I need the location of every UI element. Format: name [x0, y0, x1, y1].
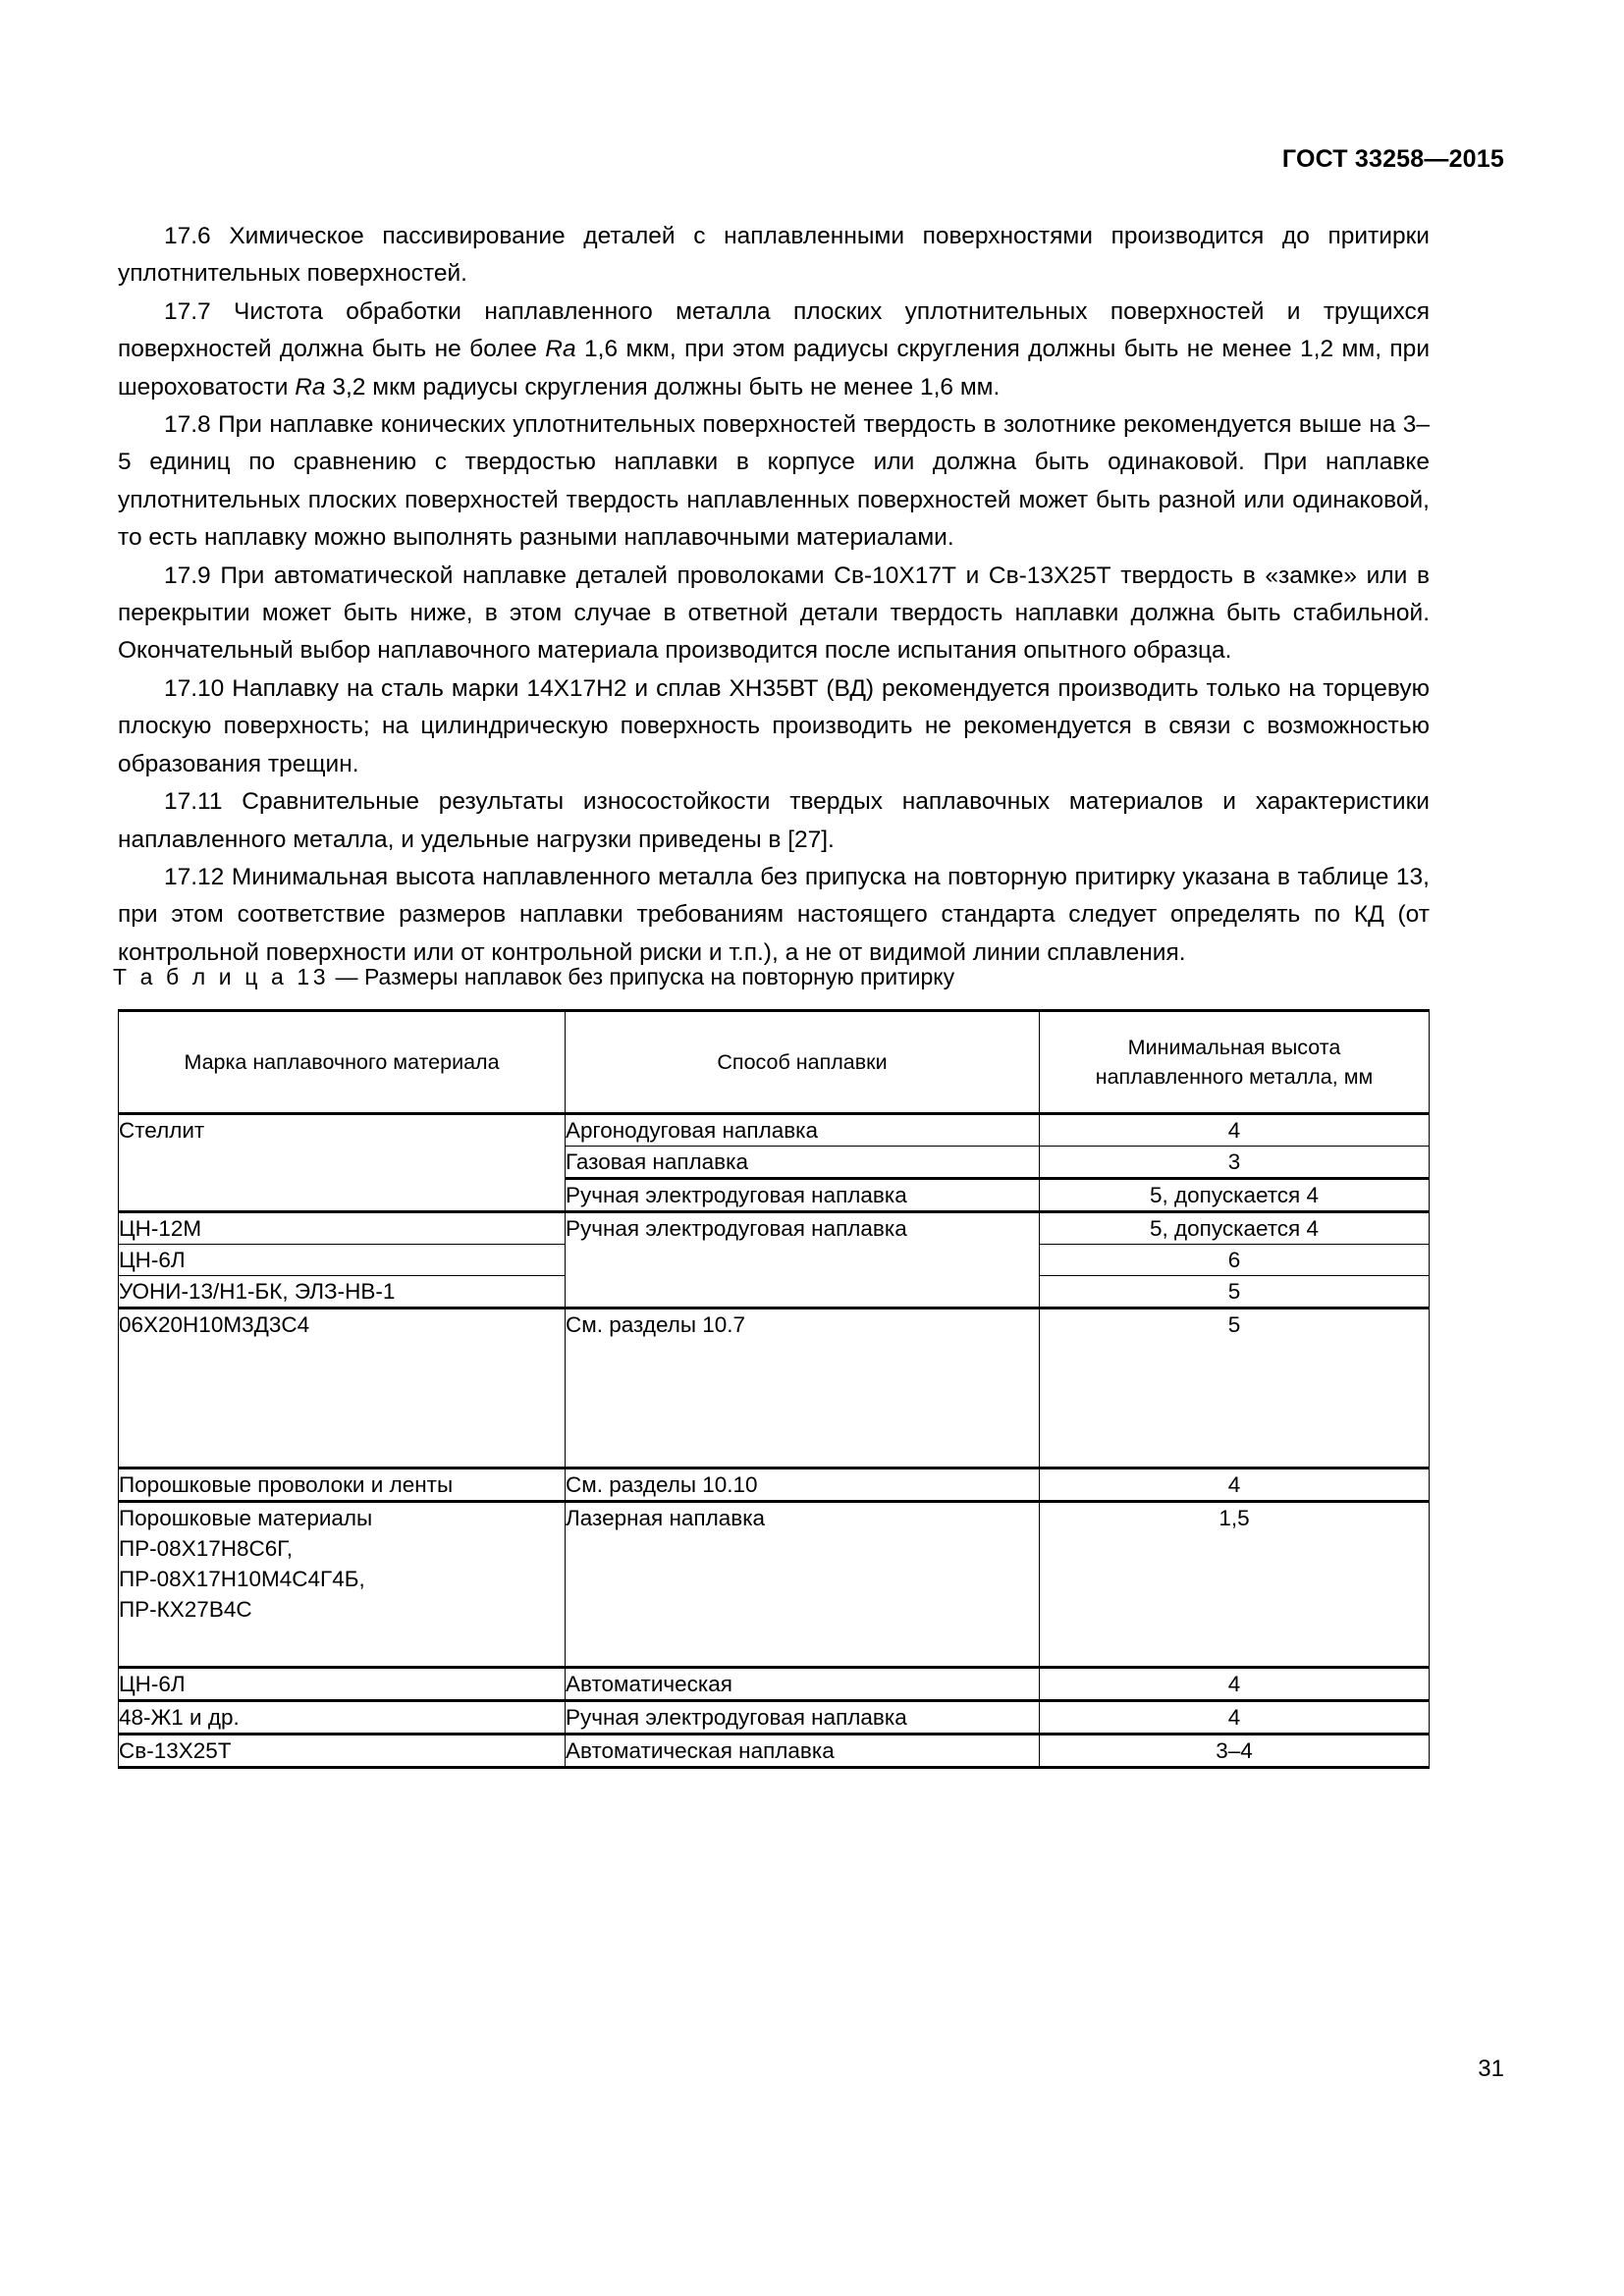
material-line-4: ПР-КХ27В4С	[119, 1597, 252, 1622]
cell-material: 06Х20Н10М3Д3С4	[119, 1308, 566, 1468]
body-text-block	[118, 218, 1430, 972]
paragraph-17-7-part2: 1,6 мкм, при этом радиусы скругления должны быть не менее 1,2 мм, при шероховатости	[118, 336, 1430, 400]
cell-method: Автоматическая	[566, 1668, 1040, 1701]
paragraph-17-7	[118, 294, 1430, 406]
cell-method: Автоматическая наплавка	[566, 1735, 1040, 1768]
table-row	[119, 1668, 1430, 1701]
cell-material: ЦН-12М	[119, 1212, 566, 1245]
cell-material: 48-Ж1 и др.	[119, 1701, 566, 1735]
cell-method: См. разделы 10.7	[566, 1308, 1040, 1468]
paragraph-17-10: 17.10 Наплавку на сталь марки 14Х17Н2 и сплав ХН35ВТ (ВД) рекомендуется производить только на торцевую плоскую поверхность; на цилиндрическую поверхность производить не рекомендуется в связи с возможностью образования трещин.	[118, 674, 1430, 777]
cell-method: Ручная электродуговая наплавка	[566, 1212, 1040, 1308]
running-header-standard-number: ГОСТ 33258—2015	[1281, 145, 1504, 173]
table-row	[119, 1735, 1430, 1768]
roughness-symbol-ra-1: Ra	[545, 336, 576, 363]
paragraph-17-12: 17.12 Минимальная высота наплавленного металла без припуска на повторную притирку указана в таблице 13, при этом соответствие размеров наплавки требованиям настоящего стандарта следует определять по КД (от контрольной поверхности или от контрольной риски и т.п.), а не от видимой линии сплавления.	[118, 863, 1430, 966]
paragraph-17-7-part3: 3,2 мкм радиусы скругления должны быть не менее 1,6 мм.	[325, 373, 1001, 400]
table-row	[119, 1502, 1430, 1668]
table-13	[118, 1009, 1430, 1769]
page-number: 31	[1478, 2056, 1504, 2082]
paragraph-17-9: 17.9 При автоматической наплавке деталей проволоками Св-10Х17Т и Св-13Х25Т твердость в «замке» или в перекрытии может быть ниже, в этом случае в ответной детали твердость наплавки должна быть стабильной. Окончательный выбор наплавочного материала производится после испытания опытного образца.	[118, 561, 1430, 665]
table-header-row	[119, 1011, 1430, 1114]
column-header-min-height	[1040, 1011, 1430, 1114]
table-row	[119, 1468, 1430, 1502]
table-row	[119, 1212, 1430, 1245]
cell-value: 6	[1040, 1245, 1430, 1276]
roughness-symbol-ra-2: Ra	[295, 373, 326, 400]
cell-value: 5, допускается 4	[1040, 1212, 1430, 1245]
paragraph-17-8: 17.8 При наплавке конических уплотнительных поверхностей твердость в золотнике рекомендуется выше на 3–5 единиц по сравнению с твердостью наплавки в корпусе или должна быть одинаковой. При наплавке уплотнительных плоских поверхностей твердость наплавленных поверхностей может быть разной или одинаковой, то есть наплавку можно выполнять разными наплавочными материалами.	[118, 411, 1430, 552]
column-header-material: Марка наплавочного материала	[119, 1011, 566, 1114]
table-caption-label: Т а б л и ц а 13	[113, 964, 330, 989]
cell-value: 4	[1040, 1114, 1430, 1147]
table-row	[119, 1308, 1430, 1468]
column-header-min-height-line2: наплавленного металла, мм	[1095, 1065, 1374, 1089]
cell-value: 5	[1040, 1308, 1430, 1468]
table-body	[119, 1114, 1430, 1768]
cell-value: 4	[1040, 1668, 1430, 1701]
cell-method: Ручная электродуговая наплавка	[566, 1179, 1040, 1212]
paragraph-17-11: 17.11 Сравнительные результаты износостойкости твердых наплавочных материалов и характеристики наплавленного металла, и удельные нагрузки приведены в [27].	[118, 788, 1430, 853]
material-line-2: ПР-08Х17Н8С6Г,	[119, 1536, 293, 1561]
cell-value: 4	[1040, 1468, 1430, 1502]
cell-value: 5, допускается 4	[1040, 1179, 1430, 1212]
cell-value: 3–4	[1040, 1735, 1430, 1768]
paragraph-17-7-part1: 17.7 Чистота обработки наплавленного металла плоских уплотнительных поверхностей и трущихся поверхностей должна быть не более	[118, 297, 1430, 363]
table-caption	[113, 962, 954, 991]
column-header-method: Способ наплавки	[566, 1011, 1040, 1114]
cell-material: Св-13Х25Т	[119, 1735, 566, 1768]
cell-material: УОНИ-13/Н1-БК, ЭЛЗ-НВ-1	[119, 1276, 566, 1308]
cell-material: ЦН-6Л	[119, 1245, 566, 1276]
cell-material: Стеллит	[119, 1114, 566, 1212]
cell-method: Лазерная наплавка	[566, 1502, 1040, 1668]
column-header-min-height-line1: Минимальная высота	[1127, 1036, 1341, 1059]
cell-method: См. разделы 10.10	[566, 1468, 1040, 1502]
material-line-3: ПР-08Х17Н10М4С4Г4Б,	[119, 1567, 365, 1591]
cell-method: Аргонодуговая наплавка	[566, 1114, 1040, 1147]
cell-value: 5	[1040, 1276, 1430, 1308]
material-line-1: Порошковые материалы	[119, 1506, 373, 1530]
cell-material	[119, 1502, 566, 1668]
table-caption-text: Размеры наплавок без припуска на повторную притирку	[363, 964, 955, 989]
table-row	[119, 1114, 1430, 1147]
cell-value: 3	[1040, 1147, 1430, 1179]
cell-material: ЦН-6Л	[119, 1668, 566, 1701]
cell-method: Газовая наплавка	[566, 1147, 1040, 1179]
table-caption-dash: —	[329, 964, 364, 989]
cell-material: Порошковые проволоки и ленты	[119, 1468, 566, 1502]
cell-value: 4	[1040, 1701, 1430, 1735]
table-13-wrapper	[118, 1009, 1429, 1769]
cell-method: Ручная электродуговая наплавка	[566, 1701, 1040, 1735]
table-row	[119, 1701, 1430, 1735]
table-header	[119, 1011, 1430, 1114]
paragraph-17-6: 17.6 Химическое пассивирование деталей с наплавленными поверхностями производится до притирки уплотнительных поверхностей.	[118, 223, 1430, 288]
cell-value: 1,5	[1040, 1502, 1430, 1668]
